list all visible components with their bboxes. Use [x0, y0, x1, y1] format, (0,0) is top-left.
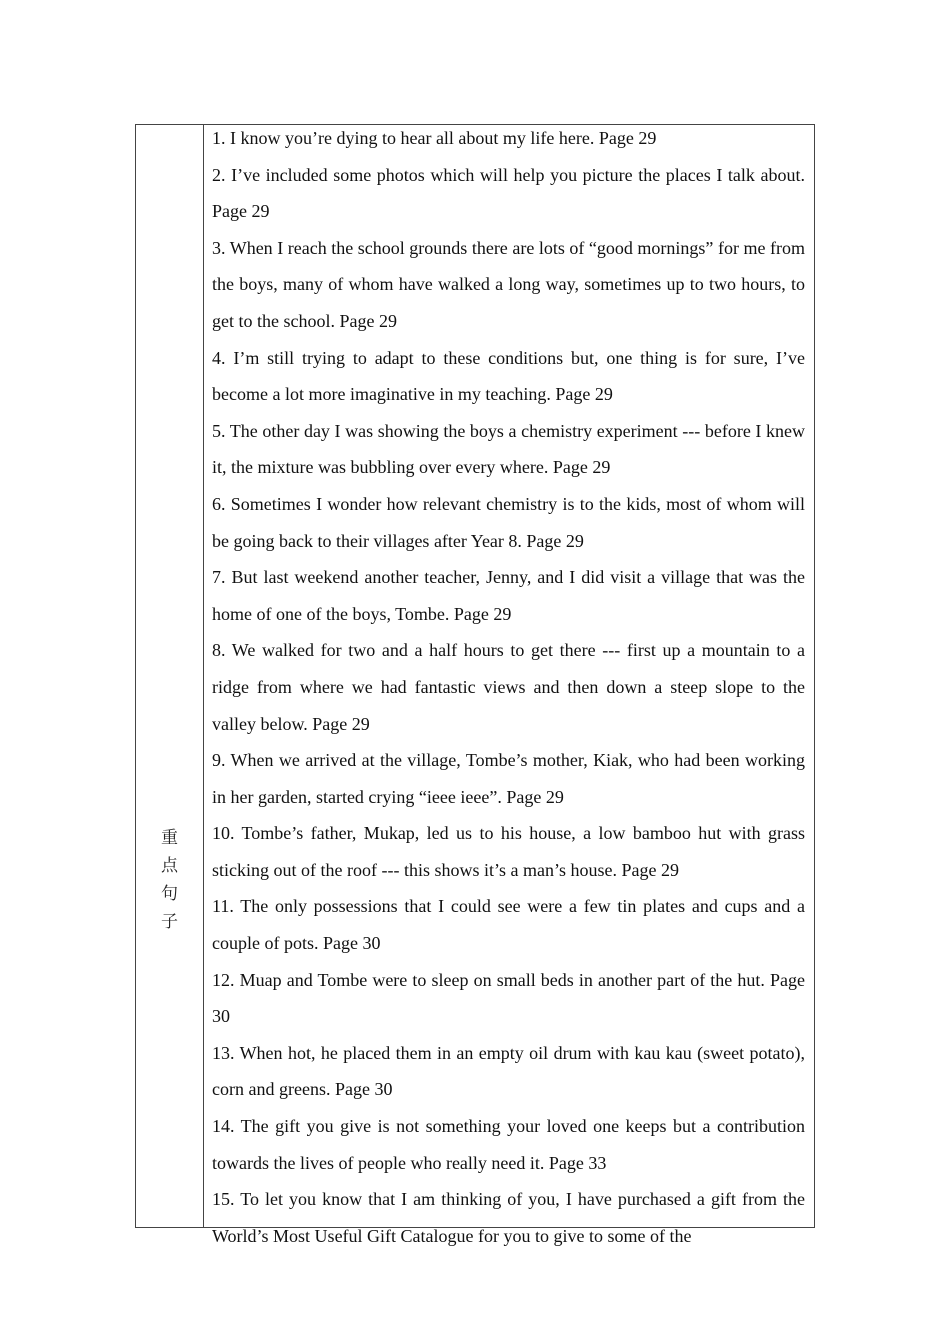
sentence-item: 3. When I reach the school grounds there are lots of “good mornings” for me from the boys, many of whom have walked a long way, sometimes up to two hours, to get to the school. Page 29	[212, 237, 805, 331]
sentence-item: 7. But last weekend another teacher, Jenny, and I did visit a village that was the home of one of the boys, Tombe. Page 29	[212, 567, 805, 624]
section-label-cell	[135, 124, 204, 1228]
sentence-item: 5. The other day I was showing the boys a chemistry experiment --- before I knew it, the mixture was bubbling over every where. Page 29	[212, 420, 805, 478]
sentence-item: 12. Muap and Tombe were to sleep on small beds in another part of the hut. Page 30	[212, 969, 805, 1027]
sentence-item: 11. The only possessions that I could see were a few tin plates and cups and a couple of pots. Page 30	[212, 896, 805, 954]
sentence-item: 8. We walked for two and a half hours to get there --- first up a mountain to a ridge from where we had fantastic views and then down a steep slope to the valley below. Page 29	[212, 640, 805, 734]
section-label-char: 句	[161, 884, 178, 904]
section-label-char: 子	[161, 912, 178, 932]
sentence-item: 9. When we arrived at the village, Tombe’s mother, Kiak, who had been working in her garden, started crying “ieee ieee”. Page 29	[212, 750, 805, 807]
sentence-item: 6. Sometimes I wonder how relevant chemistry is to the kids, most of whom will be going back to their villages after Year 8. Page 29	[212, 493, 805, 551]
section-label-char: 重	[161, 828, 178, 848]
section-label	[135, 824, 204, 936]
sentence-item: 2. I’ve included some photos which will help you picture the places I talk about. Page 29	[212, 164, 805, 222]
sentence-item: 15. To let you know that I am thinking of you, I have purchased a gift from the World’s Most Useful Gift Catalogue for you to give to some of the	[212, 1189, 805, 1246]
section-label-char: 点	[161, 856, 178, 876]
sentence-item: 14. The gift you give is not something your loved one keeps but a contribution towards the lives of people who really need it. Page 33	[212, 1116, 805, 1173]
sentence-list	[212, 120, 805, 1254]
sentence-item: 1. I know you’re dying to hear all about my life here. Page 29	[212, 128, 657, 148]
sentence-item: 13. When hot, he placed them in an empty oil drum with kau kau (sweet potato), corn and greens. Page 30	[212, 1042, 805, 1100]
sentence-item: 10. Tombe’s father, Mukap, led us to his house, a low bamboo hut with grass sticking out of the roof --- this shows it’s a man’s house. Page 29	[212, 823, 805, 880]
sentence-item: 4. I’m still trying to adapt to these conditions but, one thing is for sure, I’ve become a lot more imaginative in my teaching. Page 29	[212, 347, 805, 405]
